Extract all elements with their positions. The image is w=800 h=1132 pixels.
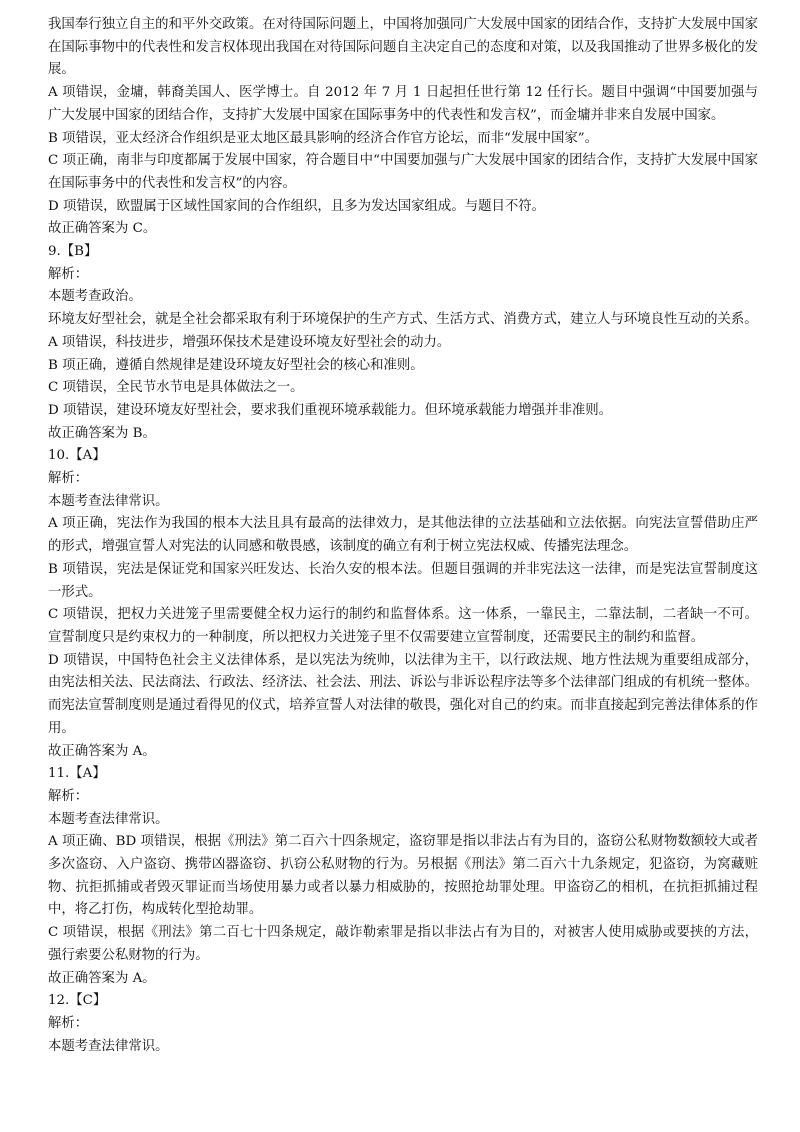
analysis-label: 解析：: [48, 471, 89, 487]
analysis-label: 解析：: [48, 788, 89, 804]
question-10-header: 10.【A】: [48, 448, 106, 464]
option-c-explanation: C 项正确，南非与印度都属于发展中国家，符合题目中“中国要加强与广大发展中国家的团结合作，支持扩大发展中国家在国际事务中的代表性和发言权”的内容。: [48, 153, 758, 191]
topic-line: 本题考查法律常识。: [48, 811, 169, 827]
option-c-explanation: C 项错误，根据《刑法》第二百七十四条规定，敲诈勒索罪是指以非法占有为目的，对被害人使用威胁或要挟的方法，强行索要公私财物的行为。: [48, 925, 758, 963]
option-c-explanation: C 项错误，把权力关进笼子里需要健全权力运行的制约和监督体系。这一体系，一靠民主，二靠法制，二者缺一不可。宣誓制度只是约束权力的一种制度，所以把权力关进笼子里不仅需要建立宣誓制度，还需要民主的制约和监督。: [48, 607, 758, 645]
question-12-header: 12.【C】: [48, 993, 107, 1009]
option-a-explanation: A 项正确，宪法作为我国的根本大法且具有最高的法律效力，是其他法律的立法基础和立法依据。向宪法宣誓借助庄严的形式，增强宣誓人对宪法的认同感和敬畏感，该制度的确立有利于树立宪法权威、传播宪法理念。: [48, 516, 758, 555]
document-page: [48, 14, 758, 1058]
option-a-explanation: A 项错误，科技进步，增强环保技术是建设环境友好型社会的动力。: [48, 334, 451, 350]
answer-line: 故正确答案为 A。: [48, 743, 156, 759]
analysis-label: 解析：: [48, 1015, 89, 1031]
option-d-explanation: D 项错误，中国特色社会主义法律体系，是以宪法为统帅，以法律为主干，以行政法规、地方性法规为重要组成部分，由宪法相关法、民法商法、行政法、经济法、社会法、刑法、诉讼与非诉讼程序法等多个法律部门组成的有机统一整体。而宪法宣誓制度则是通过看得见的仪式，培养宣誓人对法律的敬畏，强化对自己的约束。而非直接起到完善法律体系的作用。: [48, 652, 758, 736]
paragraph-foreign-policy: 我国奉行独立自主的和平外交政策。在对待国际问题上，中国将加强同广大发展中国家的团结合作，支持扩大发展中国家在国际事物中的代表性和发言权体现出我国在对待国际问题自主决定自己的态度和对策，以及我国推动了世界多极化的发展。: [48, 17, 758, 78]
question-11-header: 11.【A】: [48, 766, 106, 782]
answer-line: 故正确答案为 C。: [48, 221, 157, 237]
option-a-explanation: A 项错误，金墉，韩裔美国人、医学博士。自 2012 年 7 月 1 日起担任世行第 12 任行长。题目中强调“中国要加强与广大发展中国家的团结合作，支持扩大发展中国家在国际事务中的代表性和发言权”，而金墉并非来自发展中国家。: [48, 85, 758, 123]
answer-line: 故正确答案为 B。: [48, 425, 156, 441]
option-d-explanation: D 项错误，欧盟属于区域性国家间的合作组织，且多为发达国家组成。与题目不符。: [48, 198, 546, 214]
topic-line: 本题考查法律常识。: [48, 1038, 169, 1054]
option-c-explanation: C 项错误，全民节水节电是具体做法之一。: [48, 380, 304, 396]
option-b-explanation: B 项错误，亚太经济合作组织是亚太地区最具影响的经济合作官方论坛，而非“发展中国家”。: [48, 130, 599, 146]
answer-line: 故正确答案为 A。: [48, 970, 156, 986]
topic-line: 本题考查政治。: [48, 289, 142, 305]
option-b-explanation: B 项错误，宪法是保证党和国家兴旺发达、长治久安的根本法。但题目强调的并非宪法这一法律，而是宪法宣誓制度这一形式。: [48, 561, 758, 600]
option-abd-explanation: A 项正确、BD 项错误，根据《刑法》第二百六十四条规定，盗窃罪是指以非法占有为目的，盗窃公私财物数额较大或者多次盗窃、入户盗窃、携带凶器盗窃、扒窃公私财物的行为。另根据《刑法》第二百六十九条规定，犯盗窃，为窝藏赃物、抗拒抓捕或者毁灭罪证而当场使用暴力或者以暴力相威胁的，按照抢劫罪处理。甲盗窃乙的相机，在抗拒抓捕过程中，将乙打伤，构成转化型抢劫罪。: [48, 834, 758, 918]
paragraph-environment: 环境友好型社会，就是全社会都采取有利于环境保护的生产方式、生活方式、消费方式，建立人与环境良性互动的关系。: [48, 312, 758, 328]
analysis-label: 解析：: [48, 266, 89, 282]
option-d-explanation: D 项错误，建设环境友好型社会，要求我们重视环境承载能力。但环境承载能力增强并非准则。: [48, 402, 613, 418]
option-b-explanation: B 项正确，遵循自然规律是建设环境友好型社会的核心和准则。: [48, 357, 424, 373]
question-9-header: 9.【B】: [48, 244, 98, 260]
topic-line: 本题考查法律常识。: [48, 493, 169, 509]
